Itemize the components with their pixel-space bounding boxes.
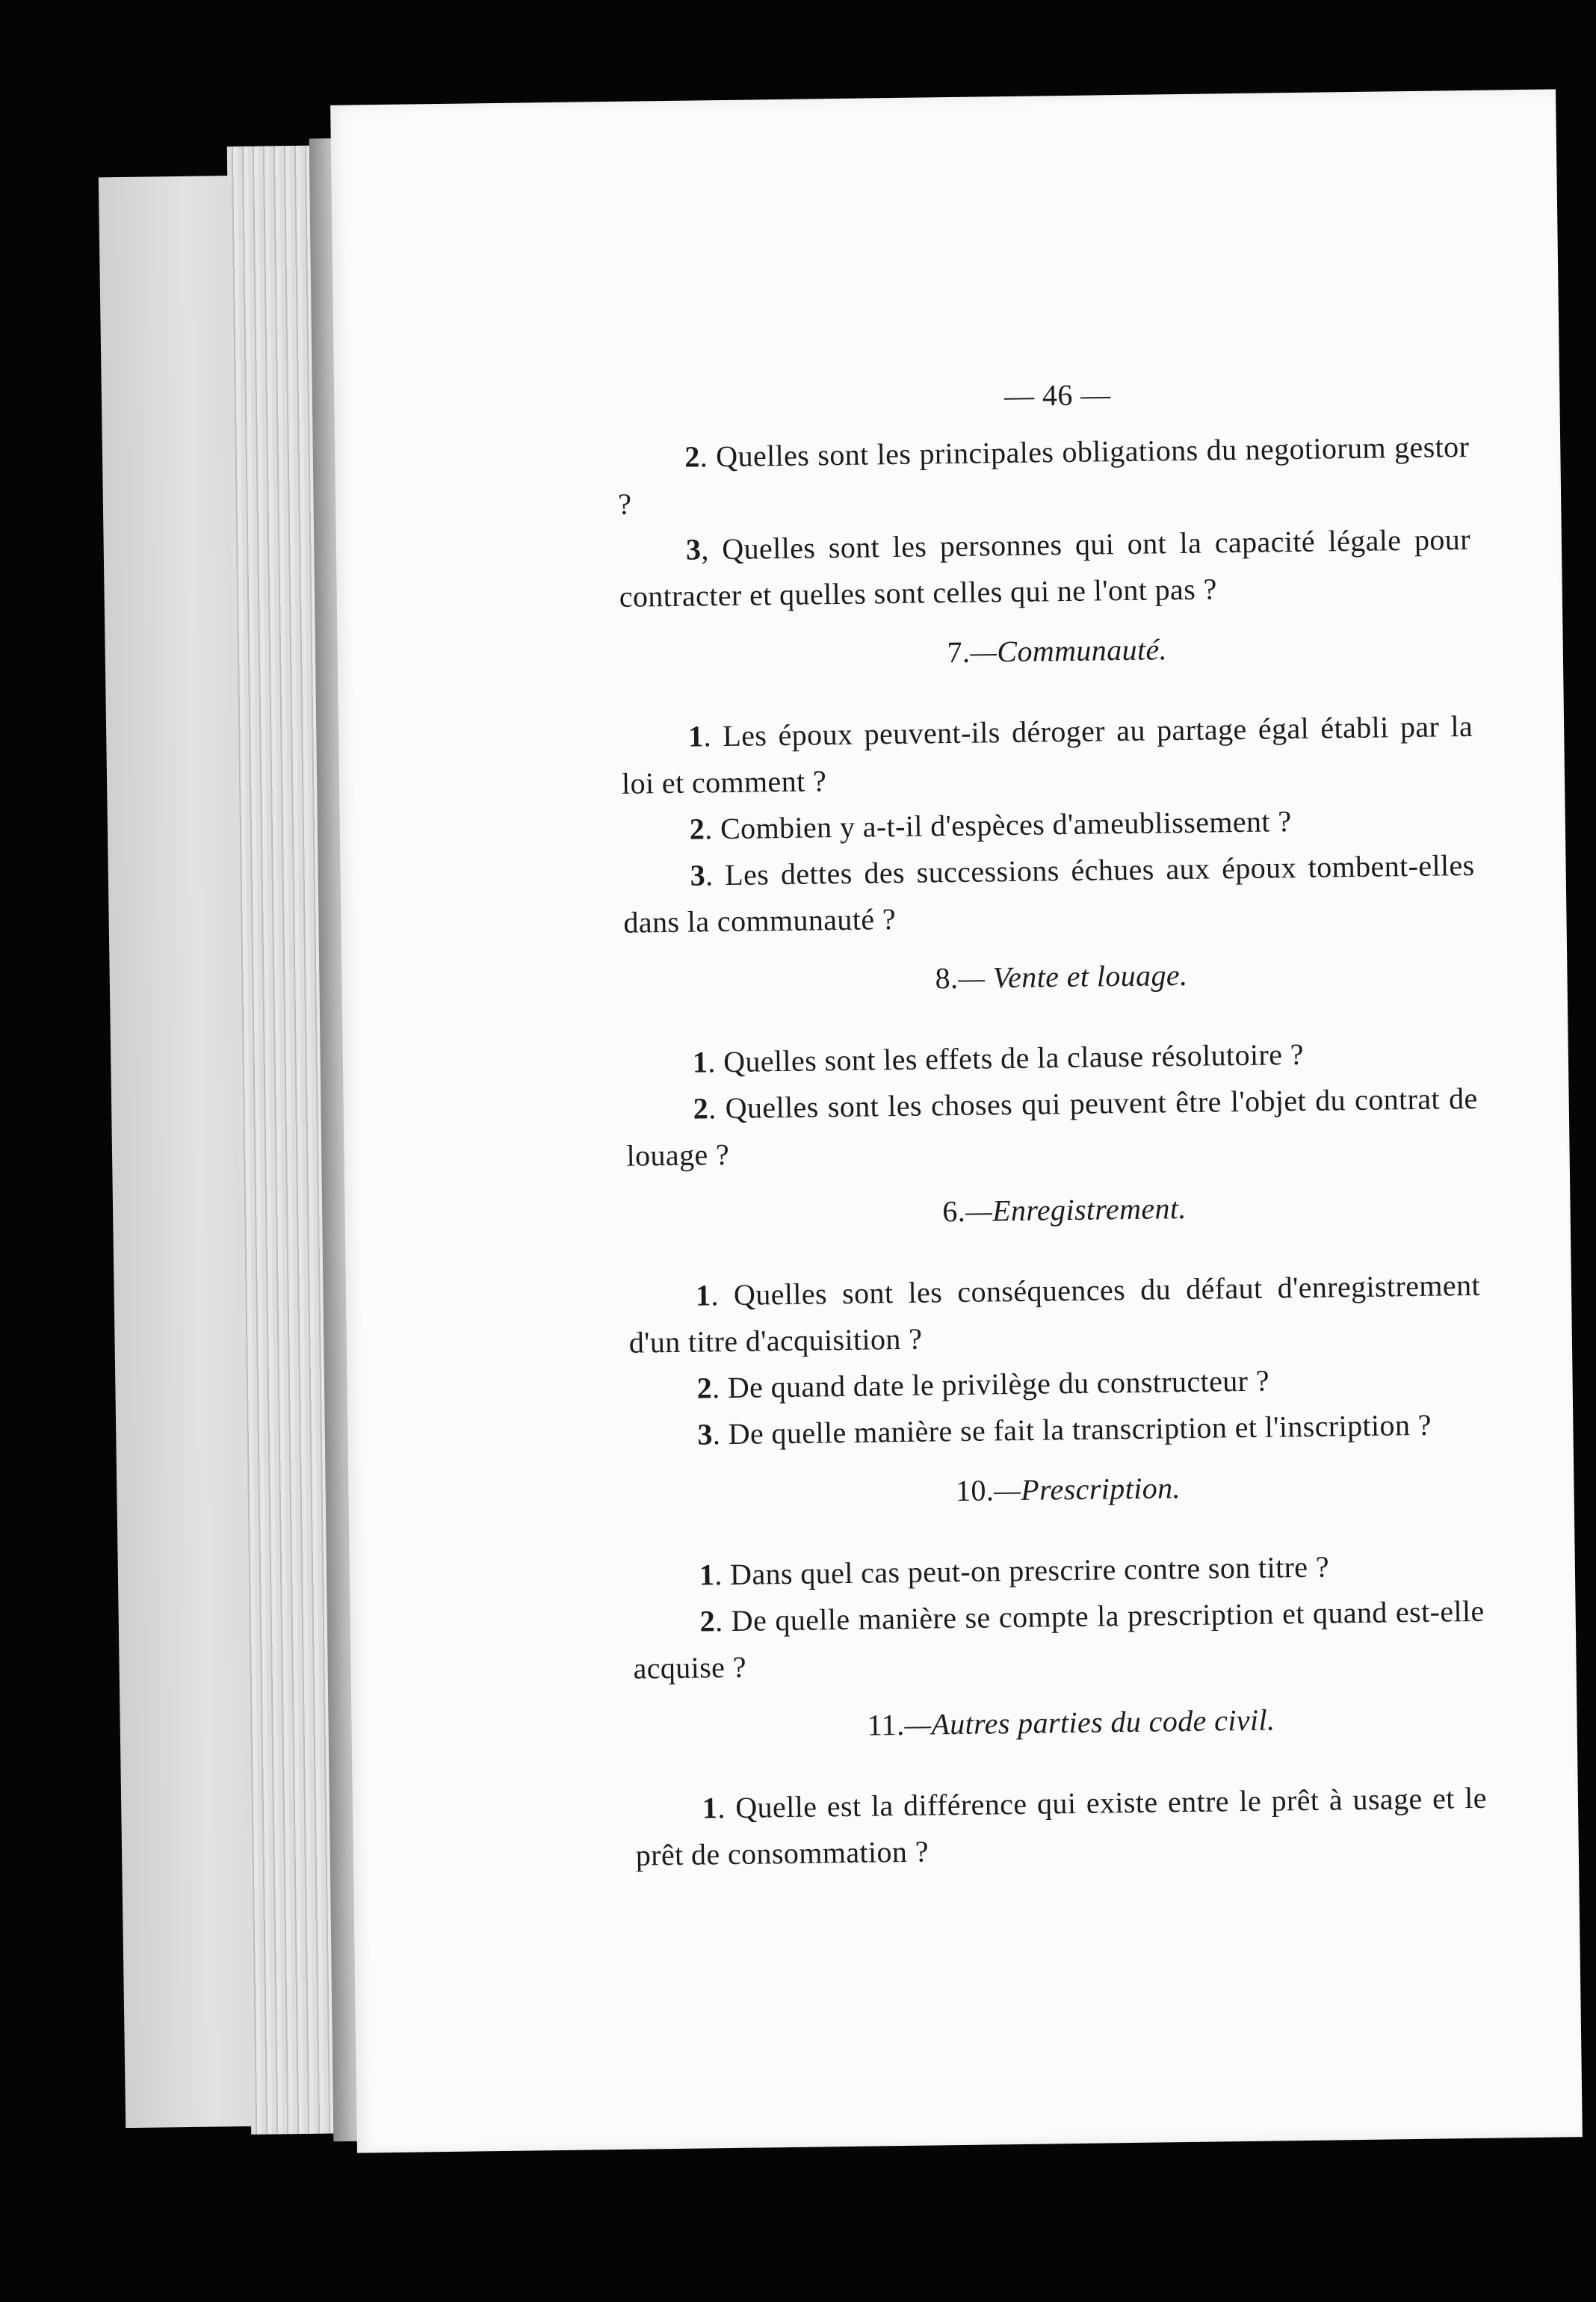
- section-heading: [631, 1461, 1483, 1519]
- question-text: . Quelle est la différence qui existe entre le prêt à usage et le prêt de consommation ?: [635, 1780, 1488, 1872]
- section-number: 6.: [942, 1194, 966, 1229]
- page-text: [616, 367, 1488, 1879]
- question-item: [628, 1262, 1482, 1366]
- question-text: . Les époux peuvent-ils déroger au partage égal établi par la loi et comment ?: [621, 709, 1473, 800]
- question-item: [619, 516, 1472, 620]
- question-text: . Quelles sont les choses qui peuvent être l'objet du contrat de louage ?: [626, 1081, 1478, 1173]
- question-number: 1: [702, 1791, 718, 1825]
- section-title: —Autres parties du code civil.: [904, 1703, 1275, 1741]
- question-text: , Quelles sont les personnes qui ont la capacité légale pour contracter et quelles sont celles qui ne l'ont pas ?: [619, 522, 1471, 614]
- question-text: . Quelles sont les principales obligations du negotiorum gestor ?: [617, 429, 1470, 521]
- question-item: [622, 842, 1476, 946]
- question-number: 1: [687, 719, 704, 753]
- question-text: . Quelles sont les effets de la clause résolutoire ?: [708, 1037, 1305, 1079]
- section-heading: [627, 1182, 1479, 1239]
- question-text: . De quelle manière se compte la prescription et quand est-elle acquise ?: [633, 1593, 1485, 1685]
- question-number: 3: [690, 858, 706, 892]
- question-number: 2: [699, 1604, 716, 1638]
- question-number: 2: [693, 1091, 709, 1126]
- section-title: — Vente et louage.: [958, 957, 1188, 995]
- question-number: 2: [689, 812, 705, 846]
- section-title: —Prescription.: [993, 1471, 1181, 1508]
- section-number: 10.: [955, 1473, 995, 1508]
- question-item: [632, 1588, 1485, 1692]
- question-number: 3: [697, 1417, 714, 1451]
- section-title: —Communauté.: [970, 632, 1168, 669]
- question-number: 2: [696, 1371, 713, 1405]
- section-number: 11.: [867, 1707, 905, 1742]
- question-text: . Dans quel cas peut-on prescrire contre son titre ?: [714, 1549, 1330, 1592]
- question-text: . Quelles sont les conséquences du défaut d'enregistrement d'un titre d'acquisition ?: [628, 1268, 1481, 1360]
- question-number: 1: [692, 1045, 708, 1079]
- section-title: —Enregistrement.: [965, 1191, 1187, 1228]
- question-number: 1: [695, 1278, 711, 1312]
- question-text: . De quelle manière se fait la transcription et l'inscription ?: [712, 1407, 1432, 1451]
- question-item: [625, 1076, 1479, 1179]
- question-text: . Combien y a-t-il d'espèces d'ameublissement ?: [704, 804, 1292, 846]
- question-item: [617, 424, 1470, 528]
- question-item: [621, 703, 1474, 807]
- question-text: . De quand date le privilège du constructeur ?: [711, 1363, 1270, 1405]
- section-heading: [619, 623, 1472, 680]
- question-number: 3: [685, 532, 702, 567]
- section-heading: [624, 948, 1476, 1006]
- question-item: [635, 1775, 1488, 1879]
- section-heading: [634, 1694, 1486, 1752]
- section-number: 7.: [947, 635, 971, 670]
- question-number: 2: [684, 439, 701, 474]
- page-number: — 46 —: [1003, 377, 1111, 413]
- section-number: 8.: [935, 960, 959, 996]
- question-text: . Les dettes des successions échues aux époux tombent-elles dans la communauté ?: [623, 848, 1475, 939]
- book-page: [330, 89, 1583, 2153]
- question-number: 1: [699, 1558, 715, 1592]
